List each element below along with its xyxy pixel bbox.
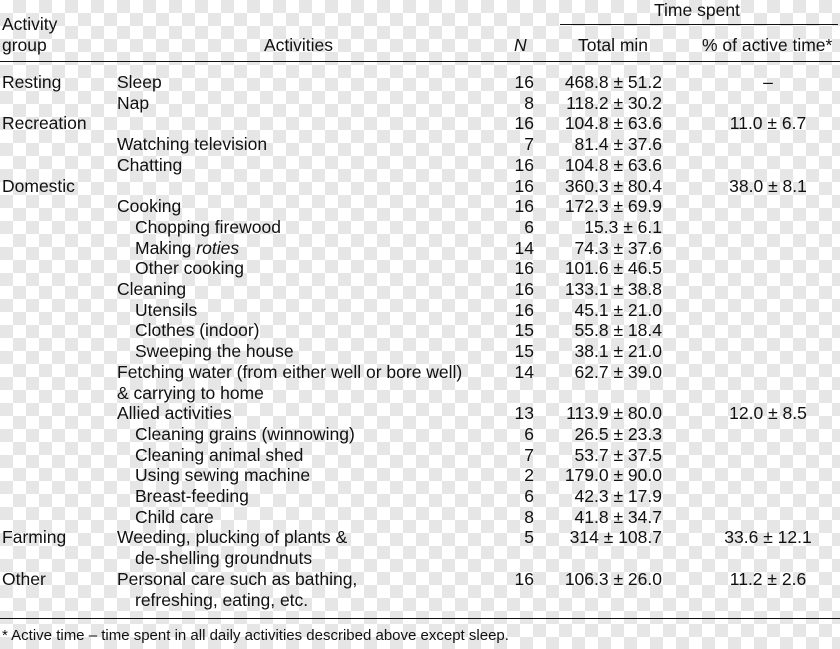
row-activity: Cleaning bbox=[117, 279, 187, 299]
row-activity: Cleaning grains (winnowing) bbox=[135, 424, 355, 444]
row-total-min: 104.8 ± 63.6 bbox=[564, 155, 662, 175]
row-n: 6 bbox=[524, 486, 534, 506]
bottom-rule bbox=[0, 618, 840, 619]
row-activity: Personal care such as bathing, bbox=[117, 569, 358, 589]
row-n: 8 bbox=[524, 93, 534, 113]
row-total-min: 133.1 ± 38.8 bbox=[564, 279, 662, 299]
header-activity-group-line1: Activity bbox=[2, 14, 58, 34]
row-n: 6 bbox=[524, 424, 534, 444]
row-total-min: 106.3 ± 26.0 bbox=[564, 569, 662, 589]
row-pct-active: 38.0 ± 8.1 bbox=[729, 176, 807, 196]
header-rule bbox=[0, 61, 840, 62]
row-total-min: 81.4 ± 37.6 bbox=[574, 134, 662, 154]
row-activity: Sweeping the house bbox=[135, 341, 294, 361]
row-total-min: 172.3 ± 69.9 bbox=[564, 196, 662, 216]
row-group: Other bbox=[2, 569, 46, 589]
row-activity: Nap bbox=[117, 93, 150, 113]
row-activity: Allied activities bbox=[117, 403, 232, 423]
header-pct-active: % of active time* bbox=[702, 35, 833, 55]
row-total-min: 41.8 ± 34.7 bbox=[574, 507, 662, 527]
row-n: 5 bbox=[524, 527, 534, 547]
row-group: Farming bbox=[2, 527, 67, 547]
row-n: 13 bbox=[514, 403, 534, 423]
row-activity: de-shelling groundnuts bbox=[135, 548, 313, 568]
row-activity: Cooking bbox=[117, 196, 182, 216]
row-total-min: 101.6 ± 46.5 bbox=[564, 258, 662, 278]
row-total-min: 26.5 ± 23.3 bbox=[574, 424, 662, 444]
row-total-min: 314 ± 108.7 bbox=[569, 527, 662, 547]
row-n: 16 bbox=[514, 279, 534, 299]
row-activity: Utensils bbox=[135, 300, 198, 320]
row-group: Recreation bbox=[2, 113, 87, 133]
time-spent-rule bbox=[560, 24, 838, 25]
row-activity-text: Making bbox=[135, 238, 197, 258]
row-activity: Chopping firewood bbox=[135, 217, 281, 237]
row-total-min: 468.8 ± 51.2 bbox=[564, 72, 662, 92]
row-n: 16 bbox=[514, 196, 534, 216]
header-n: N bbox=[514, 35, 527, 55]
row-total-min: 360.3 ± 80.4 bbox=[564, 176, 662, 196]
row-total-min: 53.7 ± 37.5 bbox=[574, 445, 662, 465]
row-total-min: 62.7 ± 39.0 bbox=[574, 362, 662, 382]
row-total-min: 45.1 ± 21.0 bbox=[574, 300, 662, 320]
footnote: * Active time – time spent in all daily activities described above except sleep. bbox=[2, 627, 509, 644]
row-total-min: 55.8 ± 18.4 bbox=[574, 320, 662, 340]
row-pct-active: – bbox=[763, 72, 773, 92]
row-n: 14 bbox=[514, 238, 534, 258]
row-n: 16 bbox=[514, 569, 534, 589]
row-activity: Cleaning animal shed bbox=[135, 445, 304, 465]
row-total-min: 104.8 ± 63.6 bbox=[564, 113, 662, 133]
row-activity: Watching television bbox=[117, 134, 268, 154]
row-n: 16 bbox=[514, 300, 534, 320]
row-pct-active: 11.0 ± 6.7 bbox=[729, 113, 807, 133]
row-total-min: 118.2 ± 30.2 bbox=[566, 93, 662, 113]
row-activity: Chatting bbox=[117, 155, 183, 175]
row-activity: Clothes (indoor) bbox=[135, 320, 260, 340]
row-total-min: 74.3 ± 37.6 bbox=[574, 238, 662, 258]
row-n: 16 bbox=[514, 155, 534, 175]
row-total-min: 179.0 ± 90.0 bbox=[564, 465, 662, 485]
row-n: 16 bbox=[514, 258, 534, 278]
row-pct-active: 12.0 ± 8.5 bbox=[729, 403, 807, 423]
header-activities: Activities bbox=[264, 35, 334, 55]
row-activity bbox=[135, 238, 239, 258]
row-n: 2 bbox=[524, 465, 534, 485]
row-n: 16 bbox=[514, 176, 534, 196]
row-total-min: 38.1 ± 21.0 bbox=[574, 341, 662, 361]
row-total-min: 42.3 ± 17.9 bbox=[574, 486, 662, 506]
row-activity: Breast-feeding bbox=[135, 486, 249, 506]
row-n: 15 bbox=[514, 320, 534, 340]
row-n: 7 bbox=[524, 445, 534, 465]
row-group: Resting bbox=[2, 72, 62, 92]
row-activity: Using sewing machine bbox=[135, 465, 311, 485]
row-total-min: 15.3 ± 6.1 bbox=[584, 217, 662, 237]
row-activity: Sleep bbox=[117, 72, 162, 92]
row-n: 16 bbox=[514, 72, 534, 92]
row-n: 16 bbox=[514, 113, 534, 133]
row-activity: refreshing, eating, etc. bbox=[135, 590, 309, 610]
header-total-min: Total min bbox=[578, 35, 649, 55]
row-pct-active: 11.2 ± 2.6 bbox=[729, 569, 807, 589]
row-group: Domestic bbox=[2, 176, 75, 196]
row-activity: & carrying to home bbox=[117, 383, 264, 403]
row-n: 15 bbox=[514, 341, 534, 361]
row-activity: Child care bbox=[135, 507, 214, 527]
row-n: 14 bbox=[514, 362, 534, 382]
row-activity: Other cooking bbox=[135, 258, 244, 278]
row-activity: Fetching water (from either well or bore well) bbox=[117, 362, 463, 382]
row-activity: Weeding, plucking of plants & bbox=[117, 527, 348, 547]
row-n: 6 bbox=[524, 217, 534, 237]
row-n: 7 bbox=[524, 134, 534, 154]
row-pct-active: 33.6 ± 12.1 bbox=[724, 527, 812, 547]
row-total-min: 113.9 ± 80.0 bbox=[566, 403, 662, 423]
header-time-spent: Time spent bbox=[654, 0, 740, 20]
row-activity-italic: roties bbox=[196, 238, 240, 258]
header-activity-group-line2: group bbox=[2, 35, 47, 55]
row-n: 8 bbox=[524, 507, 534, 527]
